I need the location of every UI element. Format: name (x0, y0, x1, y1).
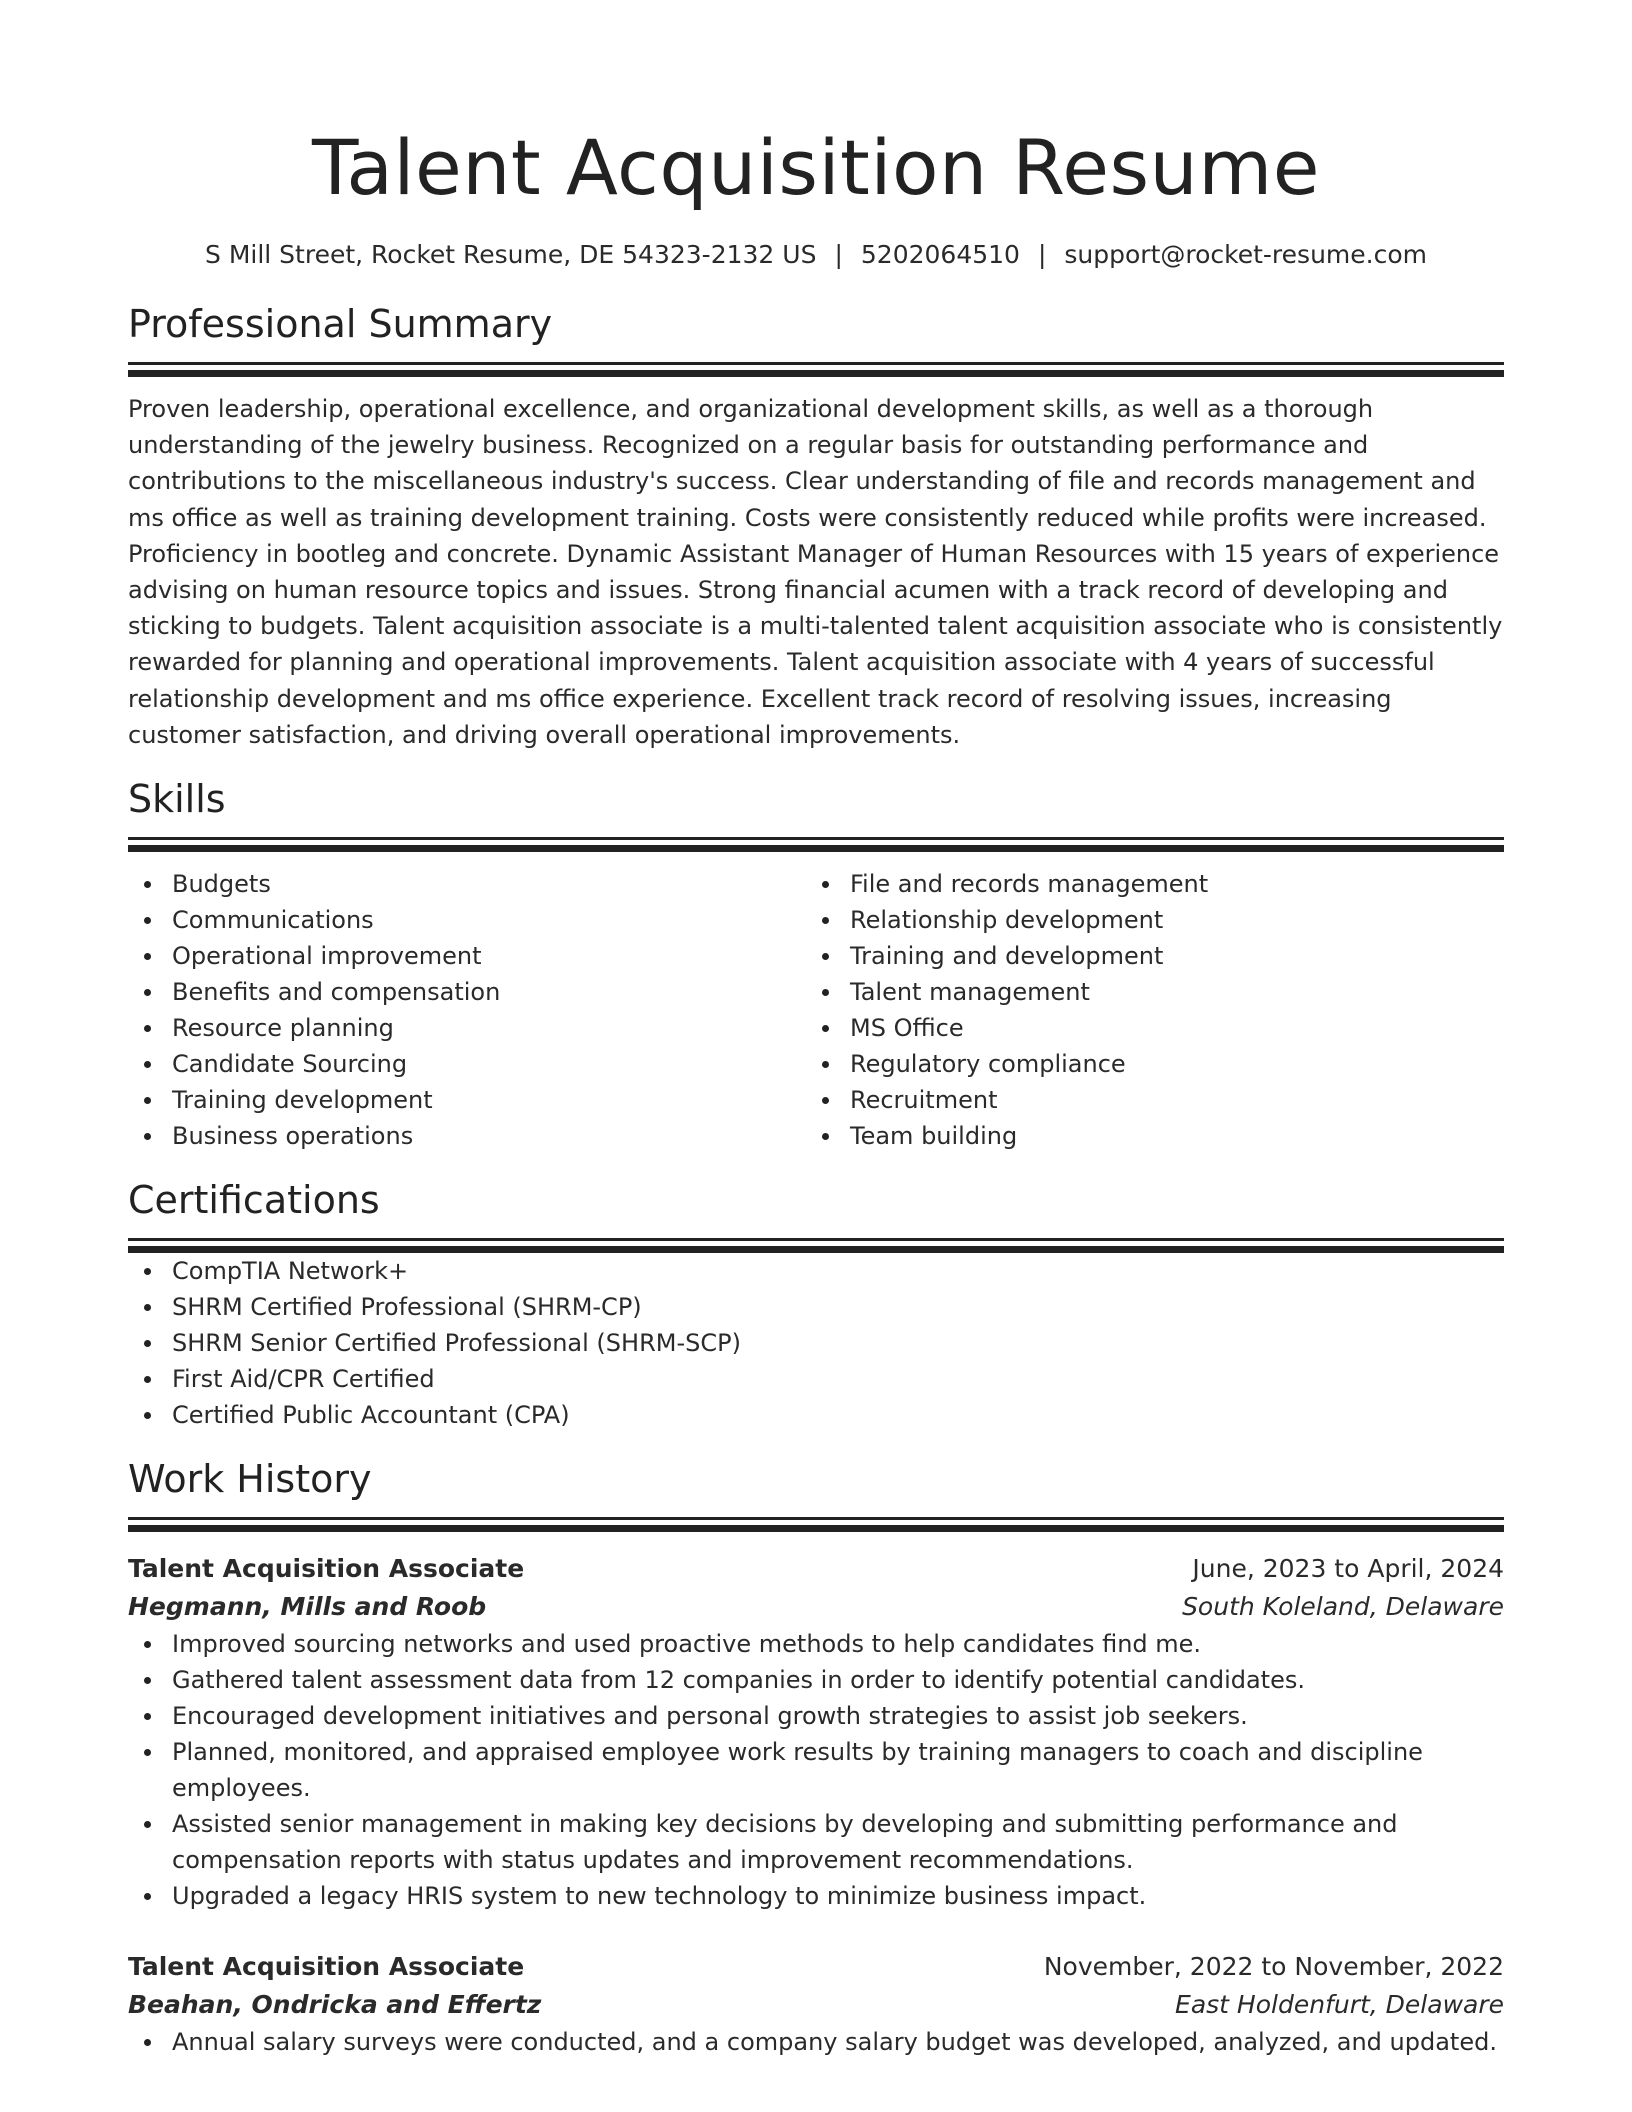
contact-email: support@rocket-resume.com (1064, 240, 1427, 269)
job-bullet: Gathered talent assessment data from 12 companies in order to identify potential candidates. (128, 1662, 1504, 1698)
job-bullet: Encouraged development initiatives and personal growth strategies to assist job seekers. (128, 1698, 1504, 1734)
section-divider (128, 1238, 1504, 1241)
job-title: Talent Acquisition Associate (128, 1952, 525, 1982)
skills-heading: Skills (128, 777, 226, 822)
job-entry (128, 1948, 1504, 2060)
job-subheader (128, 1588, 1504, 1626)
certifications-list (128, 1253, 1504, 1433)
contact-separator: | (1037, 240, 1047, 269)
certification-item: SHRM Certified Professional (SHRM-CP) (128, 1289, 1504, 1325)
skill-item: Budgets (128, 866, 806, 902)
summary-section (128, 300, 1504, 753)
job-location: East Holdenfurt, Delaware (1175, 1990, 1504, 2020)
skills-grid (128, 866, 1504, 1154)
job-bullet-list (128, 2024, 1504, 2060)
skill-item: Candidate Sourcing (128, 1046, 806, 1082)
work-history-heading: Work History (128, 1457, 372, 1502)
skills-section (128, 775, 1504, 1154)
resume-page (128, 0, 1504, 2060)
contact-address: S Mill Street, Rocket Resume, DE 54323-2132 US (205, 240, 817, 269)
skill-item: Recruitment (806, 1082, 1484, 1118)
work-history-section (128, 1455, 1504, 2060)
job-bullet: Upgraded a legacy HRIS system to new technology to minimize business impact. (128, 1878, 1504, 1914)
contact-line (128, 238, 1504, 272)
section-divider-thick (128, 1525, 1504, 1532)
certification-item: CompTIA Network+ (128, 1253, 1504, 1289)
summary-heading: Professional Summary (128, 302, 553, 346)
job-dates: November, 2022 to November, 2022 (1043, 1952, 1504, 1982)
certifications-heading: Certifications (128, 1178, 380, 1223)
job-bullet: Annual salary surveys were conducted, and a company salary budget was developed, analyzed, and updated. (128, 2024, 1504, 2060)
skills-list-right (806, 866, 1484, 1154)
section-divider (128, 1517, 1504, 1520)
certification-item: SHRM Senior Certified Professional (SHRM-SCP) (128, 1325, 1504, 1361)
certifications-section (128, 1176, 1504, 1433)
section-divider (128, 837, 1504, 840)
skill-item: File and records management (806, 866, 1484, 902)
job-header (128, 1550, 1504, 1588)
skill-item: Operational improvement (128, 938, 806, 974)
resume-title: Talent Acquisition Resume (311, 123, 1321, 212)
section-divider-thick (128, 1246, 1504, 1253)
skill-item: Relationship development (806, 902, 1484, 938)
job-bullet: Improved sourcing networks and used proactive methods to help candidates find me. (128, 1626, 1504, 1662)
skill-item: Regulatory compliance (806, 1046, 1484, 1082)
job-location: South Koleland, Delaware (1182, 1592, 1504, 1622)
skill-item: Team building (806, 1118, 1484, 1154)
job-entry (128, 1550, 1504, 1914)
certification-item: First Aid/CPR Certified (128, 1361, 1504, 1397)
skill-item: Training development (128, 1082, 806, 1118)
job-header (128, 1948, 1504, 1986)
job-subheader (128, 1986, 1504, 2024)
job-company: Hegmann, Mills and Roob (128, 1592, 487, 1622)
contact-separator: | (834, 240, 843, 269)
contact-phone: 5202064510 (860, 240, 1020, 269)
summary-text: Proven leadership, operational excellence, and organizational development skills, as well as a thorough understanding of the jewelry business. Recognized on a regular basis for outstanding performance and contributions to the miscellaneous industry's success. Clear understanding of file and records management and ms office as well as training development training. Costs were consistently reduced while profits were increased. Proficiency in bootleg and concrete. Dynamic Assistant Manager of Human Resources with 15 years of experience advising on human resource topics and issues. Strong financial acumen with a track record of developing and sticking to budgets. Talent acquisition associate is a multi-talented talent acquisition associate who is consistently rewarded for planning and operational improvements. Talent acquisition associate with 4 years of successful relationship development and ms office experience. Excellent track record of resolving issues, increasing customer satisfaction, and driving overall operational improvements. (128, 395, 1503, 749)
skills-list-left (128, 866, 806, 1154)
skill-item: Talent management (806, 974, 1484, 1010)
skill-item: MS Office (806, 1010, 1484, 1046)
job-bullet: Planned, monitored, and appraised employee work results by training managers to coach and discipline employees. (128, 1734, 1504, 1806)
job-title: Talent Acquisition Associate (128, 1554, 525, 1584)
certification-item: Certified Public Accountant (CPA) (128, 1397, 1504, 1433)
skill-item: Resource planning (128, 1010, 806, 1046)
job-company: Beahan, Ondricka and Effertz (128, 1990, 542, 2020)
skill-item: Communications (128, 902, 806, 938)
skill-item: Training and development (806, 938, 1484, 974)
skill-item: Benefits and compensation (128, 974, 806, 1010)
job-bullet: Assisted senior management in making key decisions by developing and submitting performance and compensation reports with status updates and improvement recommendations. (128, 1806, 1504, 1878)
skill-item: Business operations (128, 1118, 806, 1154)
job-dates: June, 2023 to April, 2024 (1192, 1554, 1504, 1584)
section-divider (128, 362, 1504, 365)
section-divider-thick (128, 370, 1504, 377)
section-divider-thick (128, 845, 1504, 852)
job-bullet-list (128, 1626, 1504, 1914)
